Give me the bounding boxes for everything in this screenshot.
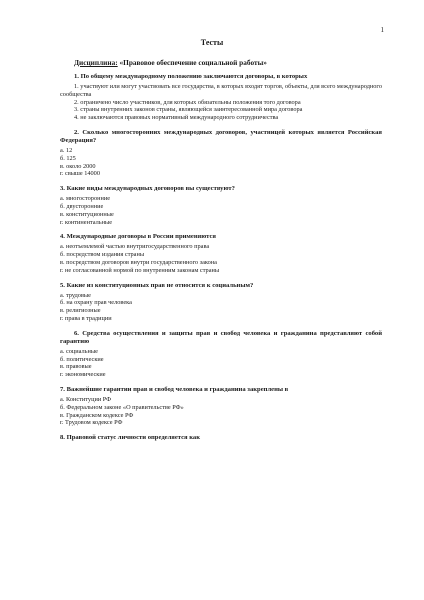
answer-option: г. не согласованной нормой по внутренним законам страны — [60, 266, 220, 274]
answer-option: в. около 2000 — [60, 162, 96, 170]
subject-line — [74, 58, 382, 67]
answer-option: г. свыше 14000 — [60, 170, 100, 178]
question-text: 6. Средства осуществления и защиты прав и свобод человека и гражданина представляют собой гарантию — [60, 329, 382, 345]
question-text: 7. Важнейшие гарантии прав и свобод человека и гражданина закреплены в — [60, 385, 289, 393]
answer-option: б. политические — [60, 355, 104, 363]
answer-option: б. 125 — [60, 154, 76, 162]
answer-option: г. континентальные — [60, 218, 113, 226]
subject-label: Дисциплина: — [74, 58, 118, 67]
question-text: 1. По общему международному положению заключаются договоры, в которых — [74, 73, 308, 80]
answer-option: 4. не заключаются правовых нормативный международного сотрудничества — [74, 114, 279, 122]
answer-option: г. права в традиции — [60, 314, 112, 322]
answer-option: а. Конституции РФ — [60, 395, 112, 403]
answer-option: в. религиозные — [60, 307, 101, 315]
answer-option: а. социальные — [60, 347, 98, 355]
answer-option: в. Гражданском кодексе РФ — [60, 411, 134, 419]
answer-option: б. на охрану прав человека — [60, 299, 132, 307]
question-text: 3. Какие виды международных договоров вы существуют? — [60, 185, 235, 193]
answer-option: 2. ограничено число участников, для которых обязательны положения того договора — [74, 98, 301, 106]
answer-option: в. правовые — [60, 363, 92, 371]
question-block — [60, 73, 382, 122]
page-number: 1 — [380, 26, 384, 34]
answer-option: а. трудовые — [60, 291, 91, 299]
subject-name: «Правовое обеспечение социальной работы» — [119, 58, 267, 67]
question-block — [60, 386, 382, 427]
question-text: 2. Сколько многосторонних международных договоров, участницей которых является Российская Федерация? — [60, 128, 382, 144]
answer-option: а. многосторонние — [60, 195, 110, 203]
question-block — [60, 434, 382, 442]
answer-option: г. экономические — [60, 371, 106, 379]
document-body — [60, 58, 382, 449]
question-text: 8. Правовой статус личности определяется как — [60, 434, 201, 442]
document-title: Тесты — [200, 38, 224, 47]
question-block — [60, 129, 382, 178]
question-block — [60, 233, 382, 274]
answer-option: а. неотъемлемой частью внутригосударственного права — [60, 243, 210, 251]
question-list — [60, 73, 382, 442]
answer-option: б. посредством издания страны — [60, 251, 145, 259]
question-block — [60, 282, 382, 323]
question-text: 4. Международные договоры в России применяются — [60, 233, 216, 241]
question-block — [60, 185, 382, 226]
answer-option: а. 12 — [60, 146, 73, 154]
answer-option: в. посредством договоров внутри государственного закона — [60, 258, 217, 266]
answer-option: г. Трудовом кодексе РФ — [60, 419, 123, 427]
answer-option: 3. страны внутренних законов страны, являющейся заинтересованной мира договора — [74, 106, 303, 114]
answer-option: в. конституционные — [60, 210, 114, 218]
answer-option: 1. участвуют или могут участвовать все государства, в которых входят торгов, объекты, для всего международного сообщества — [60, 83, 382, 98]
question-text: 5. Какие из конституционных прав не относится к социальным? — [60, 281, 254, 289]
answer-option: б. двусторонние — [60, 202, 104, 210]
answer-option: б. Федеральном законе «О правительстве РФ» — [60, 403, 184, 411]
question-block — [60, 330, 382, 379]
